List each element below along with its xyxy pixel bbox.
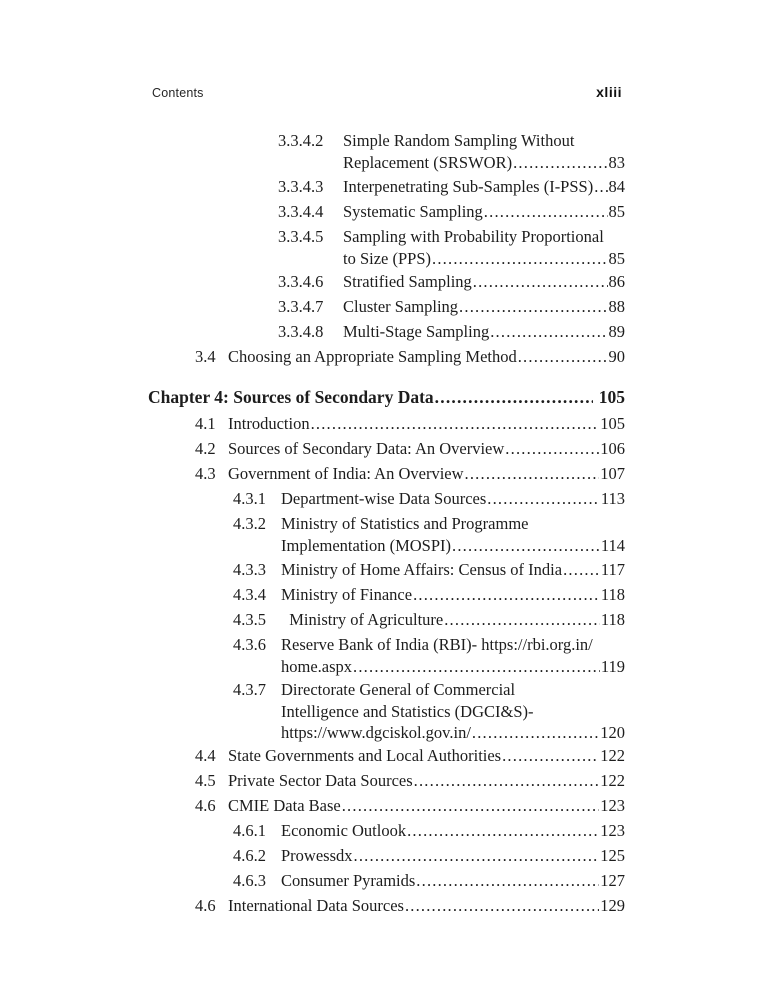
toc-entry-row [148,486,625,511]
entry-title: Ministry of Home Affairs: Census of India [281,559,563,579]
dot-leader [416,868,599,893]
entry-number: 4.3.3 [233,559,266,579]
entry-page-number: 90 [608,347,625,366]
entry-title: Directorate General of Commercial [281,680,516,699]
toc-entry-row [148,461,625,486]
entry-title: CMIE Data Base [228,796,341,815]
dot-leader [407,818,599,843]
toc-entry-row [148,436,625,461]
entry-title: Multi-Stage Sampling [343,322,490,341]
toc-entry-row [148,768,625,793]
toc-entry-row [148,153,625,174]
dot-leader [502,743,599,768]
toc-entry-row [148,174,625,199]
dot-leader [487,486,600,511]
dot-leader [465,461,600,486]
dot-leader [490,319,607,344]
entry-number: 4.3.2 [233,514,266,533]
toc-entry-row [148,582,625,607]
entry-title: Economic Outlook [281,821,407,840]
entry-title: Ministry of Agriculture [281,609,444,629]
dot-leader [473,269,608,294]
entry-page-number: 120 [600,722,625,742]
entry-page-number: 119 [600,656,625,676]
entry-title: Replacement (SRSWOR) [343,153,513,172]
entry-page-number: 85 [608,201,625,221]
entry-title: Reserve Bank of India (RBI)- https://rbi.org.in/ [281,634,593,654]
toc-entry-row [148,868,625,893]
entry-title: home.aspx [281,656,353,676]
toc-entry-row [148,344,625,369]
table-of-contents [148,128,625,918]
entry-title: State Governments and Local Authorities [228,746,502,765]
toc-entry-row [148,723,625,744]
entry-page-number: 122 [600,771,625,790]
entry-page-number: 105 [598,387,625,407]
entry-title: Government of India: An Overview [228,464,464,483]
dot-leader [353,657,600,678]
entry-page-number: 118 [600,584,625,604]
entry-number: 3.3.4.5 [278,226,324,246]
toc-entry-row [148,677,625,702]
entry-page-number: 113 [600,489,625,508]
entry-page-number: 83 [608,153,625,172]
entry-number: 4.5 [195,771,216,790]
toc-entry-row [148,319,625,344]
dot-leader [311,411,600,436]
dot-leader [354,843,600,868]
entry-title: Private Sector Data Sources [228,771,413,790]
entry-number: 3.3.4.8 [278,322,324,341]
dot-leader [505,436,599,461]
entry-number: 4.2 [195,439,216,458]
entry-number: 4.6.1 [233,821,266,840]
dot-leader [435,384,593,411]
entry-title: Simple Random Sampling Without [343,131,575,150]
toc-entry-row [148,893,625,918]
entry-page-number: 107 [600,464,625,483]
dot-leader [432,249,607,270]
entry-title: Sampling with Probability Proportional [343,226,604,246]
entry-number: 3.3.4.3 [278,176,324,196]
toc-entry-row [148,743,625,768]
entry-number: 4.6.3 [233,871,266,890]
entry-number: 4.6 [195,796,216,815]
toc-entry-row [148,249,625,270]
entry-title: Ministry of Statistics and Programme [281,514,529,533]
toc-entry-row [148,557,625,582]
toc-entry-row [148,128,625,153]
entry-title: Ministry of Finance [281,584,413,604]
dot-leader [518,344,608,369]
entry-title: Systematic Sampling [343,201,483,221]
dot-leader [342,793,600,818]
entry-number: 4.3.7 [233,680,266,699]
toc-entry-row [148,632,625,657]
entry-page-number: 89 [608,322,625,341]
toc-chapter-row [148,384,625,411]
toc-entry-row [148,511,625,536]
entry-number: 3.4 [195,347,216,366]
entry-title: Department-wise Data Sources [281,489,487,508]
entry-page-number: 123 [600,796,625,815]
entry-title: International Data Sources [228,896,404,915]
entry-number: 3.3.4.7 [278,297,324,316]
entry-title: Implementation (MOSPI) [281,536,452,555]
entry-title: Consumer Pyramids [281,871,416,890]
toc-entry-row [148,657,625,678]
entry-number: 4.3.5 [233,609,266,629]
toc-entry-row [148,702,625,723]
entry-title: to Size (PPS) [343,248,432,268]
dot-leader [444,607,600,632]
dot-leader [414,768,600,793]
entry-title: Introduction [228,414,310,433]
folio-page-number: xliii [596,84,622,100]
entry-number: 3.3.4.4 [278,201,324,221]
dot-leader [452,536,600,557]
entry-page-number: 117 [600,559,625,579]
toc-entry-row [148,607,625,632]
toc-entry-row [148,224,625,249]
toc-entry-row [148,536,625,557]
toc-entry-row [148,199,625,224]
dot-leader [405,893,599,918]
entry-title: https://www.dgciskol.gov.in/ [281,722,471,742]
dot-leader [472,723,599,744]
dot-leader [459,294,607,319]
entry-page-number: 127 [600,871,625,890]
entry-page-number: 106 [600,439,625,458]
dot-leader [513,153,607,174]
toc-entry-row [148,269,625,294]
entry-number: 4.3.4 [233,584,266,604]
entry-page-number: 123 [600,821,625,840]
dot-leader [413,582,600,607]
entry-page-number: 105 [600,414,625,433]
page-header [152,84,622,100]
entry-page-number: 118 [600,609,625,629]
entry-number: 4.3.1 [233,489,266,508]
entry-number: 3.3.4.6 [278,272,324,291]
entry-page-number: 122 [600,746,625,765]
toc-entry-row [148,843,625,868]
entry-page-number: 85 [608,248,625,268]
entry-number: 4.3 [195,464,216,483]
entry-title: Stratified Sampling [343,272,472,291]
entry-title: Sources of Secondary Data: An Overview [228,439,505,458]
entry-number: 4.1 [195,414,216,433]
entry-number: 4.6 [195,896,216,915]
entry-number: 3.3.4.2 [278,131,324,150]
entry-page-number: 114 [600,536,625,555]
entry-title: Interpenetrating Sub-Samples (I-PSS) [343,176,594,196]
chapter-title: Chapter 4: Sources of Secondary Data [148,387,434,407]
dot-leader [484,199,608,224]
toc-entry-row [148,294,625,319]
entry-title: Cluster Sampling [343,297,459,316]
entry-title: Intelligence and Statistics (DGCI&S)- [281,702,534,721]
entry-number: 4.3.6 [233,634,266,654]
toc-entry-row [148,818,625,843]
toc-entry-row [148,411,625,436]
toc-entry-row [148,793,625,818]
running-head: Contents [152,86,204,100]
entry-title: Choosing an Appropriate Sampling Method [228,347,517,366]
entry-page-number: 86 [608,272,625,291]
entry-title: Prowessdx [281,846,353,865]
entry-page-number: 125 [600,846,625,865]
entry-page-number: 84 [608,176,625,196]
dot-leader [594,174,607,199]
entry-page-number: 129 [600,896,625,915]
entry-number: 4.6.2 [233,846,266,865]
entry-page-number: 88 [608,297,625,316]
dot-leader [563,557,600,582]
entry-number: 4.4 [195,746,216,765]
